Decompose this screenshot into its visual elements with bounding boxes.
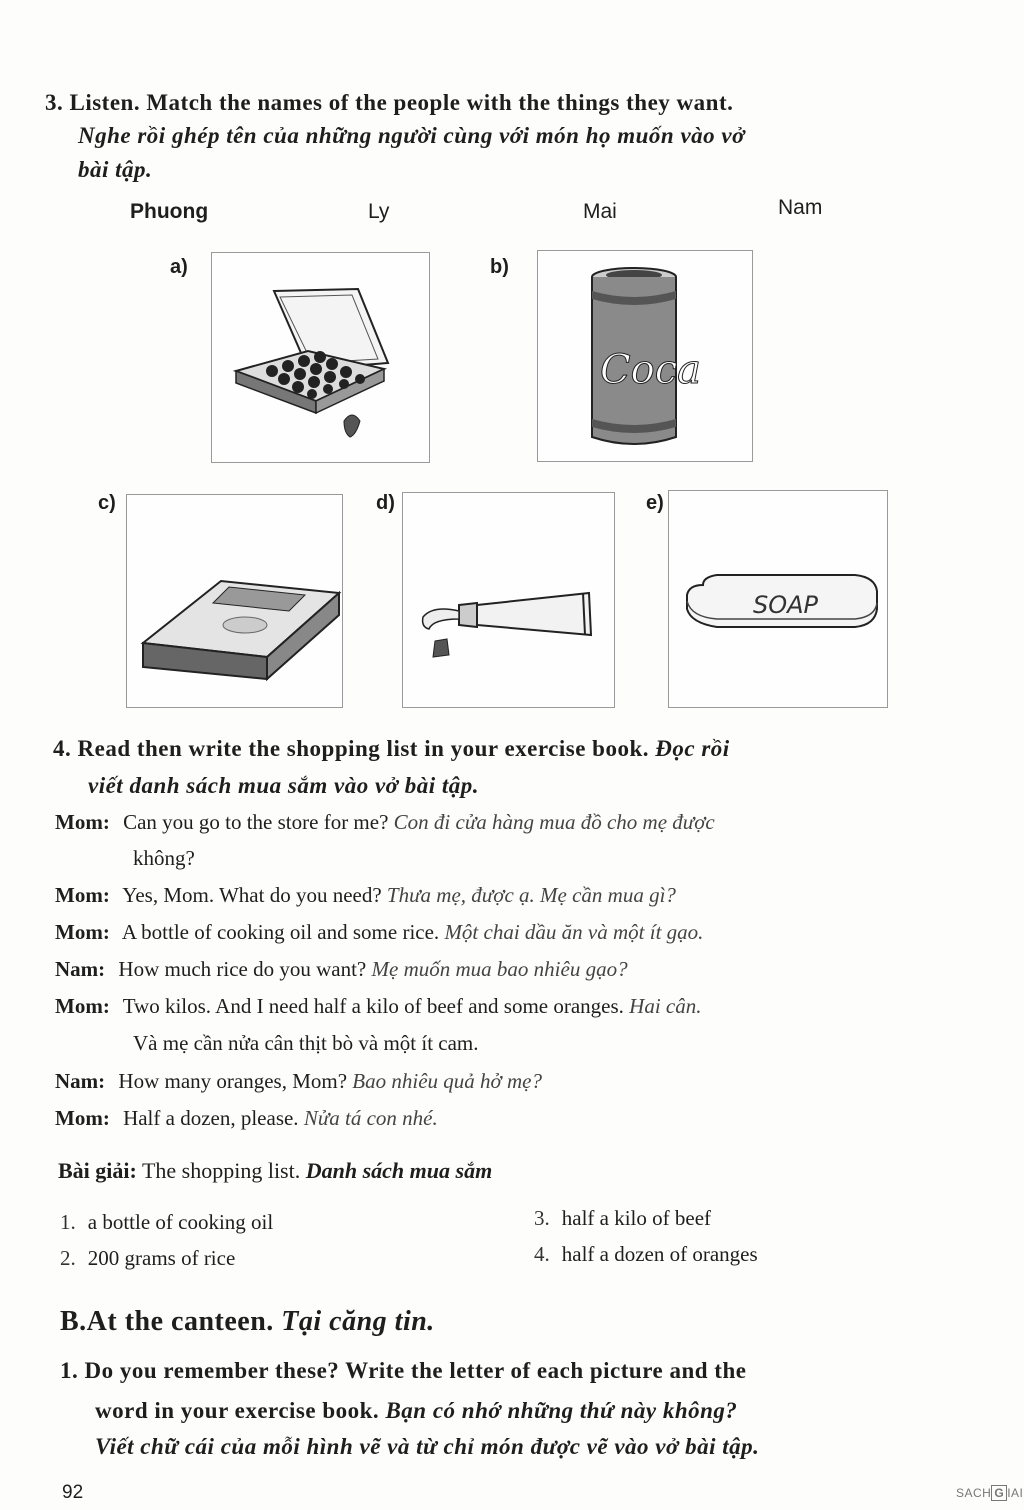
picture-e-label: e) — [646, 492, 664, 514]
line-en: Can you go to the store for me? — [123, 810, 389, 834]
cookie-box-icon — [127, 495, 342, 707]
section-b-title — [60, 1306, 435, 1338]
soap-bar-icon — [669, 491, 887, 707]
toothpaste-tube-icon — [403, 493, 614, 707]
picture-c-frame — [126, 494, 343, 708]
line-vi: Bao nhiêu quả hở mẹ? — [352, 1069, 542, 1093]
line-en: A bottle of cooking oil and some rice. — [121, 920, 440, 944]
name-mai: Mai — [583, 200, 617, 223]
speaker: Mom: — [55, 883, 110, 907]
speaker: Mom: — [55, 994, 110, 1018]
exercise-number: 4. — [53, 736, 72, 761]
exercise-title-vi-a: Đọc rồi — [655, 736, 730, 761]
line-en: Yes, Mom. What do you need? — [122, 883, 382, 907]
answer-item: 4. half a dozen of oranges — [534, 1242, 758, 1266]
answer-item: 2. 200 grams of rice — [60, 1246, 236, 1270]
dialogue-line-cont: không? — [133, 846, 195, 870]
picture-b-label: b) — [490, 256, 509, 278]
picture-a-frame — [211, 252, 430, 463]
exercise-b1-line-3: Viết chữ cái của mỗi hình vẽ và từ chỉ món được vẽ vào vở bài tập. — [95, 1434, 760, 1459]
answer-label: Bài giải: — [58, 1158, 137, 1183]
soda-can-icon — [538, 251, 752, 461]
line-vi: Thưa mẹ, được ạ. Mẹ cần mua gì? — [386, 883, 676, 907]
answer-title-vi: Danh sách mua sắm — [305, 1158, 493, 1183]
dialogue-line — [55, 1100, 955, 1136]
exercise-3-title-vi-1: Nghe rồi ghép tên của những người cùng với món họ muốn vào vở — [78, 123, 745, 148]
line-en: Two kilos. And I need half a kilo of beef and some oranges. — [122, 994, 624, 1018]
dialogue-line — [55, 877, 955, 913]
line-vi: Nửa tá con nhé. — [303, 1106, 438, 1130]
dialogue-line — [55, 951, 955, 987]
answer-heading — [58, 1158, 492, 1184]
speaker: Mom: — [55, 920, 110, 944]
dialogue-line-cont: Và mẹ cần nửa cân thịt bò và một ít cam. — [133, 1031, 479, 1055]
can-brand-text: Coca — [600, 347, 701, 393]
line-vi: Hai cân. — [629, 994, 702, 1018]
line-en: How many oranges, Mom? — [118, 1069, 348, 1093]
box-of-chocolates-icon — [212, 253, 429, 462]
exercise-number: 3. — [45, 90, 64, 115]
exercise-b1-line-1: 1. Do you remember these? Write the letter of each picture and the — [60, 1358, 747, 1383]
picture-d-frame — [402, 492, 615, 708]
exercise-3-heading — [45, 86, 995, 120]
name-nam: Nam — [778, 196, 823, 219]
line-vi: Mẹ muốn mua bao nhiêu gạo? — [371, 957, 628, 981]
watermark-logo: SACH G IAI — [956, 1486, 1024, 1500]
answer-title-en: The shopping list. — [141, 1158, 301, 1183]
dialogue-line — [55, 914, 955, 950]
section-title-en: B.At the canteen. — [60, 1306, 274, 1337]
soap-text: SOAP — [753, 591, 819, 619]
exercise-title-en: Read then write the shopping list in your exercise book. — [77, 736, 650, 761]
picture-b-frame — [537, 250, 753, 462]
dialogue-line — [55, 804, 955, 840]
exercise-number: 1. — [60, 1358, 79, 1383]
exercise-4-heading — [53, 732, 983, 766]
exercise-title-en: Listen. Match the names of the people with the things they want. — [69, 90, 734, 115]
picture-c-label: c) — [98, 492, 116, 514]
answer-item: 3. half a kilo of beef — [534, 1206, 712, 1230]
page-number: 92 — [62, 1482, 84, 1503]
exercise-3-title-vi-2: bài tập. — [78, 157, 153, 182]
answer-item: 1. a bottle of cooking oil — [60, 1210, 274, 1234]
speaker: Nam: — [55, 1069, 106, 1093]
line-vi: Một chai dầu ăn và một ít gạo. — [444, 920, 704, 944]
section-title-vi: Tại căng tin. — [281, 1306, 435, 1337]
picture-e-frame — [668, 490, 888, 708]
exercise-4-title-vi-b: viết danh sách mua sắm vào vở bài tập. — [88, 773, 480, 798]
name-ly: Ly — [368, 200, 390, 223]
dialogue-line — [55, 1063, 955, 1099]
line-vi: Con đi cửa hàng mua đồ cho mẹ được — [393, 810, 715, 834]
speaker: Mom: — [55, 810, 110, 834]
name-phuong: Phuong — [130, 200, 209, 223]
line-en: How much rice do you want? — [118, 957, 367, 981]
dialogue-line — [55, 988, 975, 1024]
picture-d-label: d) — [376, 492, 395, 514]
speaker: Mom: — [55, 1106, 110, 1130]
speaker: Nam: — [55, 957, 106, 981]
line-en: Half a dozen, please. — [123, 1106, 299, 1130]
exercise-b1-line-2: word in your exercise book. Bạn có nhớ những thứ này không? — [95, 1398, 738, 1423]
picture-a-label: a) — [170, 256, 188, 278]
